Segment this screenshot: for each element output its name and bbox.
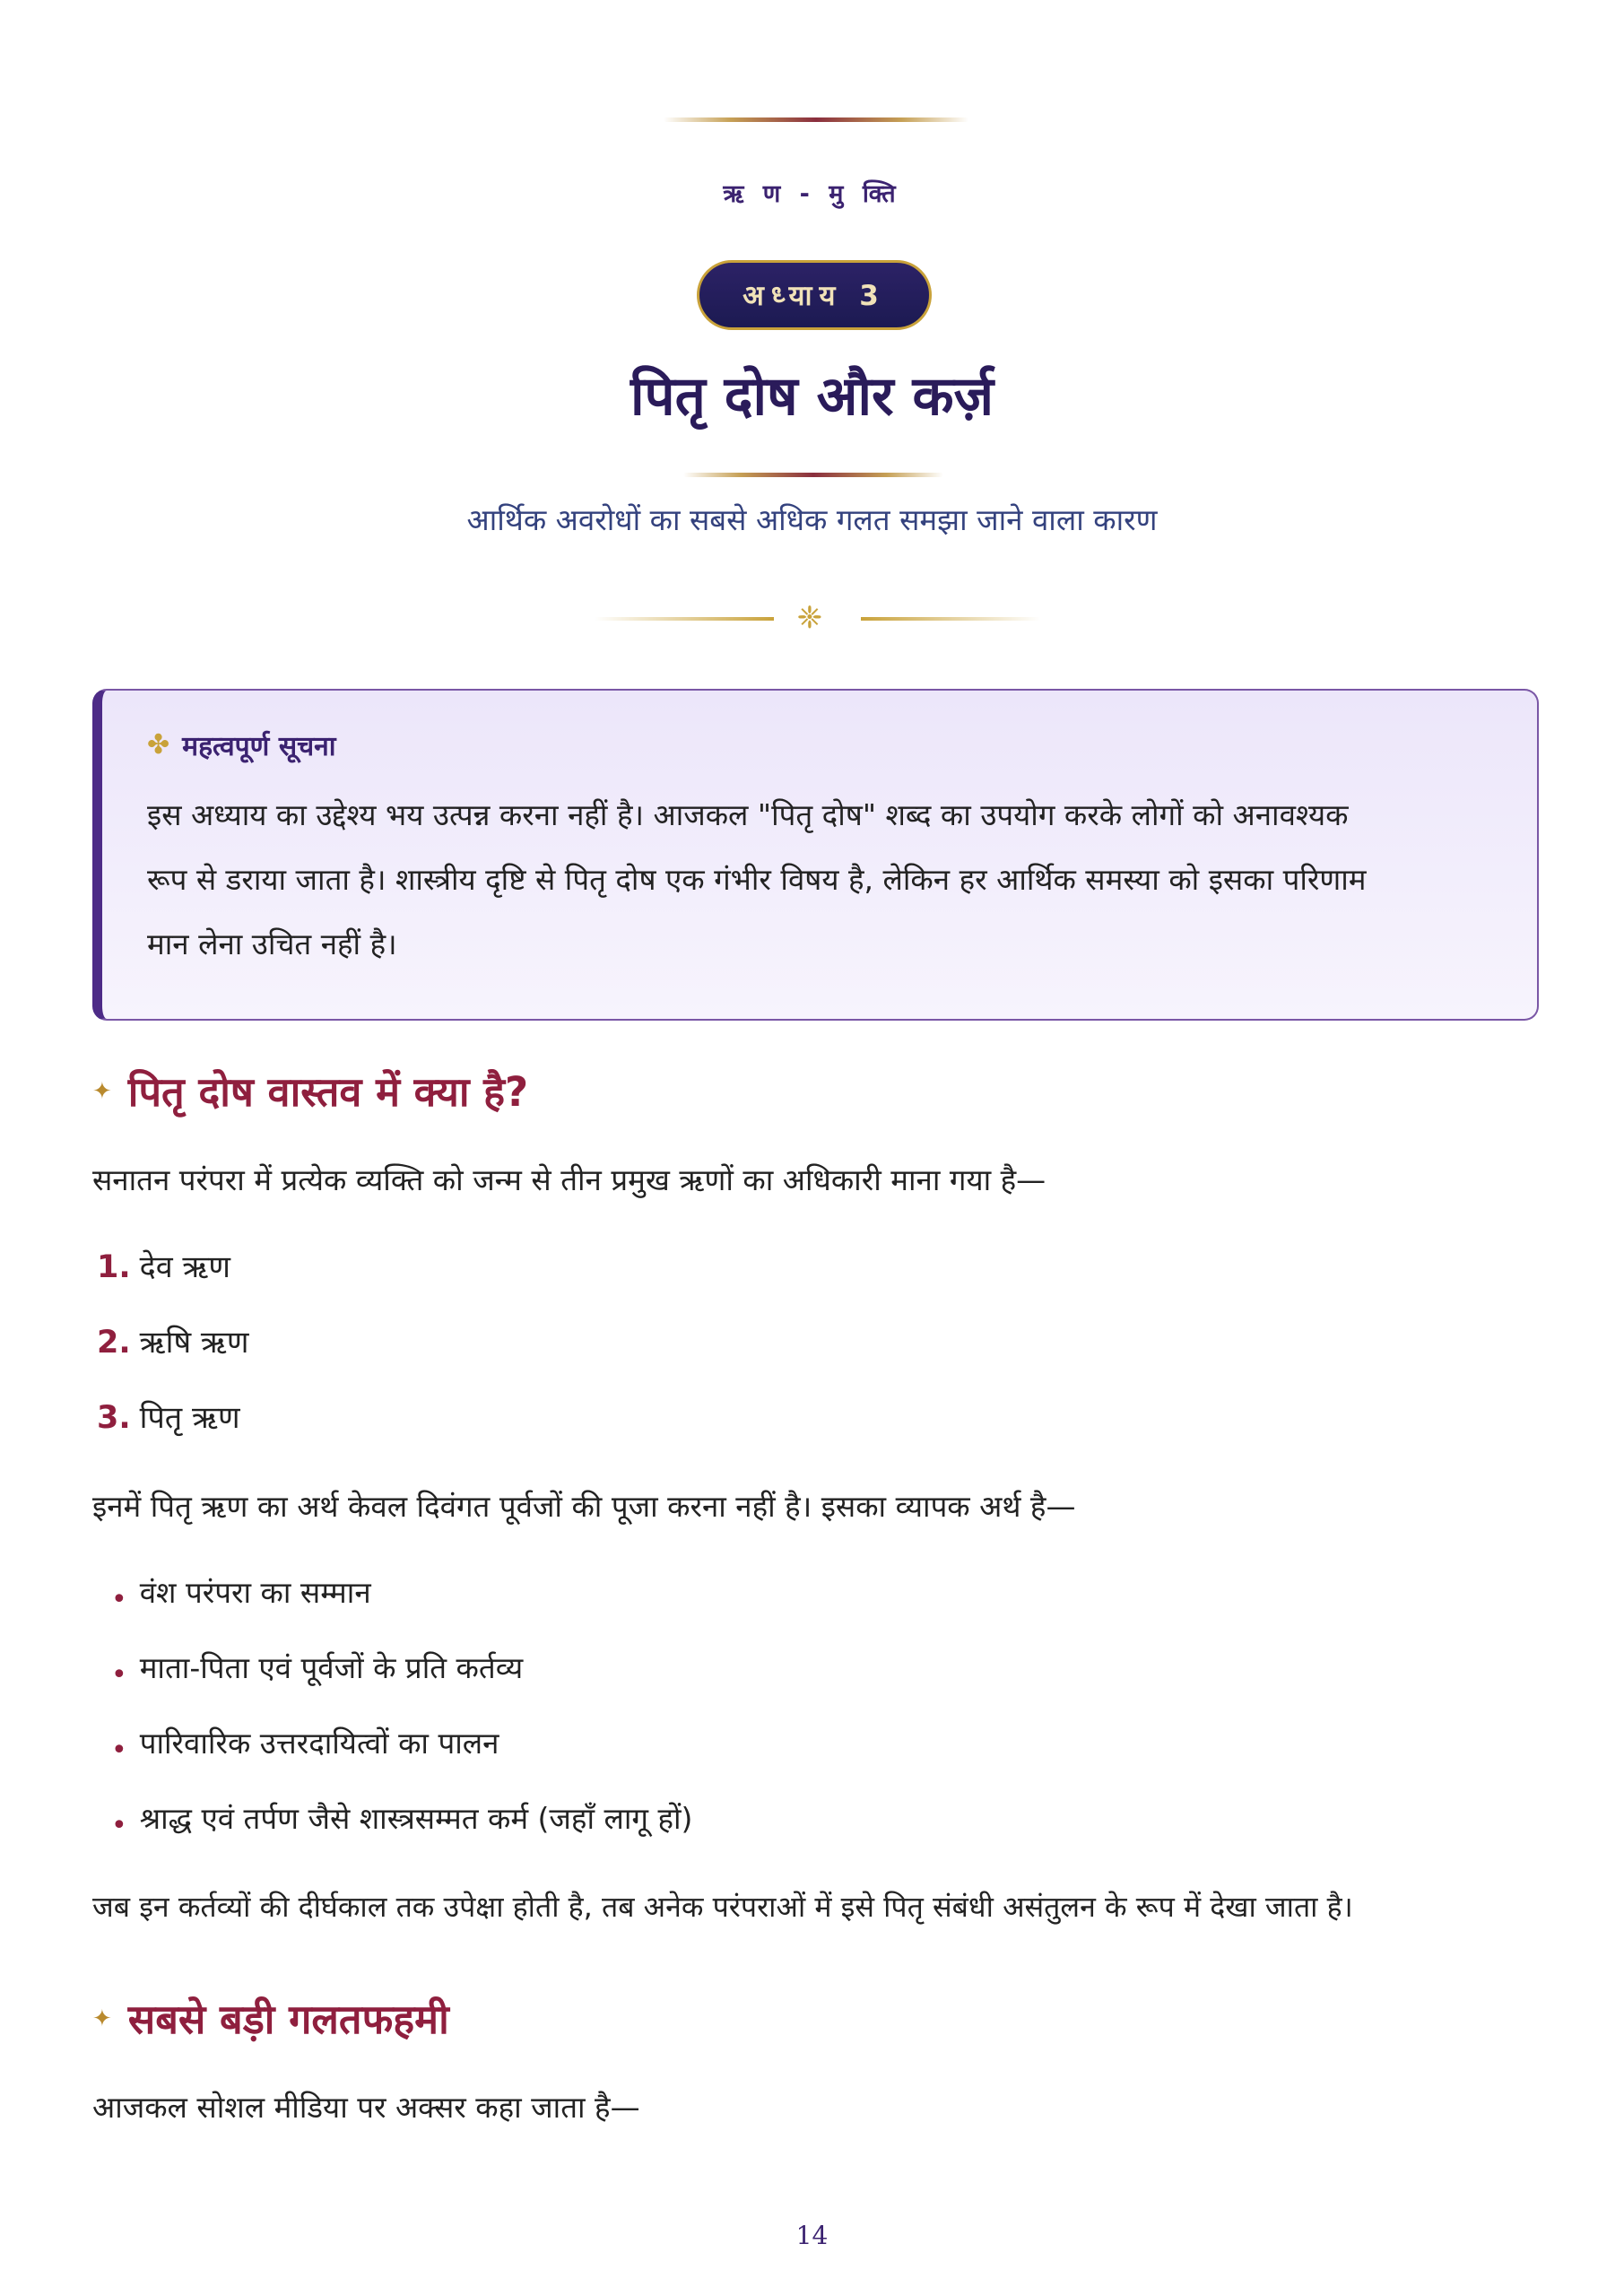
bullet-item: [111, 1571, 371, 1615]
numbered-item: [97, 1396, 240, 1437]
notice-line: इस अध्याय का उद्देश्य भय उत्पन्न करना नहीं है। आजकल "पितृ दोष" शब्द का उपयोग करके लोगों को अनावश्यक: [147, 797, 1349, 832]
chapter-badge: [697, 260, 932, 330]
item-text: पितृ ऋण: [139, 1400, 240, 1436]
top-divider: [664, 117, 968, 122]
item-number: 2.: [97, 1325, 131, 1361]
bullet-text: माता-पिता एवं पूर्वजों के प्रति कर्तव्य: [139, 1650, 524, 1685]
chapter-badge-label: अध्याय 3: [743, 280, 886, 312]
notice-line: रूप से डराया जाता है। शास्त्रीय दृष्टि से पितृ दोष एक गंभीर विषय है, लेकिन हर आर्थिक समस्या को इसका परिणाम: [147, 862, 1367, 897]
notice-heading: महत्वपूर्ण सूचना: [182, 731, 336, 762]
ornament-line-right: [861, 617, 1040, 621]
notice-line: मान लेना उचित नहीं है।: [147, 926, 397, 961]
paragraph: जब इन कर्तव्यों की दीर्घकाल तक उपेक्षा होती है, तब अनेक परंपराओं में इसे पितृ संबंधी असंतुलन के रूप में देखा जाता है।: [92, 1890, 1353, 1924]
ornament-star-icon: ❈: [796, 600, 823, 636]
bullet-dot-icon: •: [111, 1810, 127, 1841]
book-title: ऋ ण - मु क्ति: [723, 180, 901, 208]
bullet-dot-icon: •: [111, 1735, 127, 1766]
bullet-text: श्राद्ध एवं तर्पण जैसे शास्त्रसम्मत कर्म (जहाँ लागू हों): [139, 1801, 693, 1836]
section-heading-pitru-dosh: [92, 1064, 528, 1118]
sparkle-icon: ✦: [92, 1077, 112, 1105]
paragraph: आजकल सोशल मीडिया पर अक्सर कहा जाता है—: [92, 2090, 640, 2125]
bullet-item: [111, 1797, 693, 1841]
bullet-item: [111, 1722, 499, 1766]
page-number: 14: [795, 2221, 829, 2250]
ornament-line-left: [595, 617, 774, 621]
notice-heading-row: [147, 726, 1498, 763]
item-number: 1.: [97, 1249, 131, 1285]
title-divider: [683, 473, 943, 477]
chapter-title: पितृ दोष और कर्ज़: [630, 365, 994, 428]
numbered-item: [97, 1320, 249, 1361]
item-text: ऋषि ऋण: [139, 1325, 249, 1361]
numbered-item: [97, 1245, 230, 1286]
section-heading-text: पितृ दोष वास्तव में क्या है?: [127, 1068, 529, 1116]
bullet-text: वंश परंपरा का सम्मान: [139, 1575, 371, 1610]
paragraph: सनातन परंपरा में प्रत्येक व्यक्ति को जन्म से तीन प्रमुख ऋणों का अधिकारी माना गया है—: [92, 1162, 1046, 1197]
item-text: देव ऋण: [139, 1249, 231, 1285]
section-heading-misconception: [92, 1991, 449, 2046]
paragraph: इनमें पितृ ऋण का अर्थ केवल दिवंगत पूर्वजों की पूजा करना नहीं है। इसका व्यापक अर्थ है—: [92, 1489, 1076, 1524]
item-number: 3.: [97, 1400, 131, 1436]
sparkle-icon: ✦: [92, 2005, 112, 2032]
section-heading-text: सबसे बड़ी गलतफहमी: [127, 1996, 449, 2043]
chapter-subtitle: आर्थिक अवरोधों का सबसे अधिक गलत समझा जाने वाला कारण: [466, 502, 1158, 537]
bullet-dot-icon: •: [111, 1584, 127, 1615]
bullet-dot-icon: •: [111, 1659, 127, 1691]
bullet-text: पारिवारिक उत्तरदायित्वों का पालन: [139, 1726, 499, 1761]
notice-body: [147, 783, 1498, 977]
flower-icon: ✤: [147, 729, 170, 761]
important-notice-box: [92, 689, 1539, 1021]
bullet-item: [111, 1647, 524, 1691]
